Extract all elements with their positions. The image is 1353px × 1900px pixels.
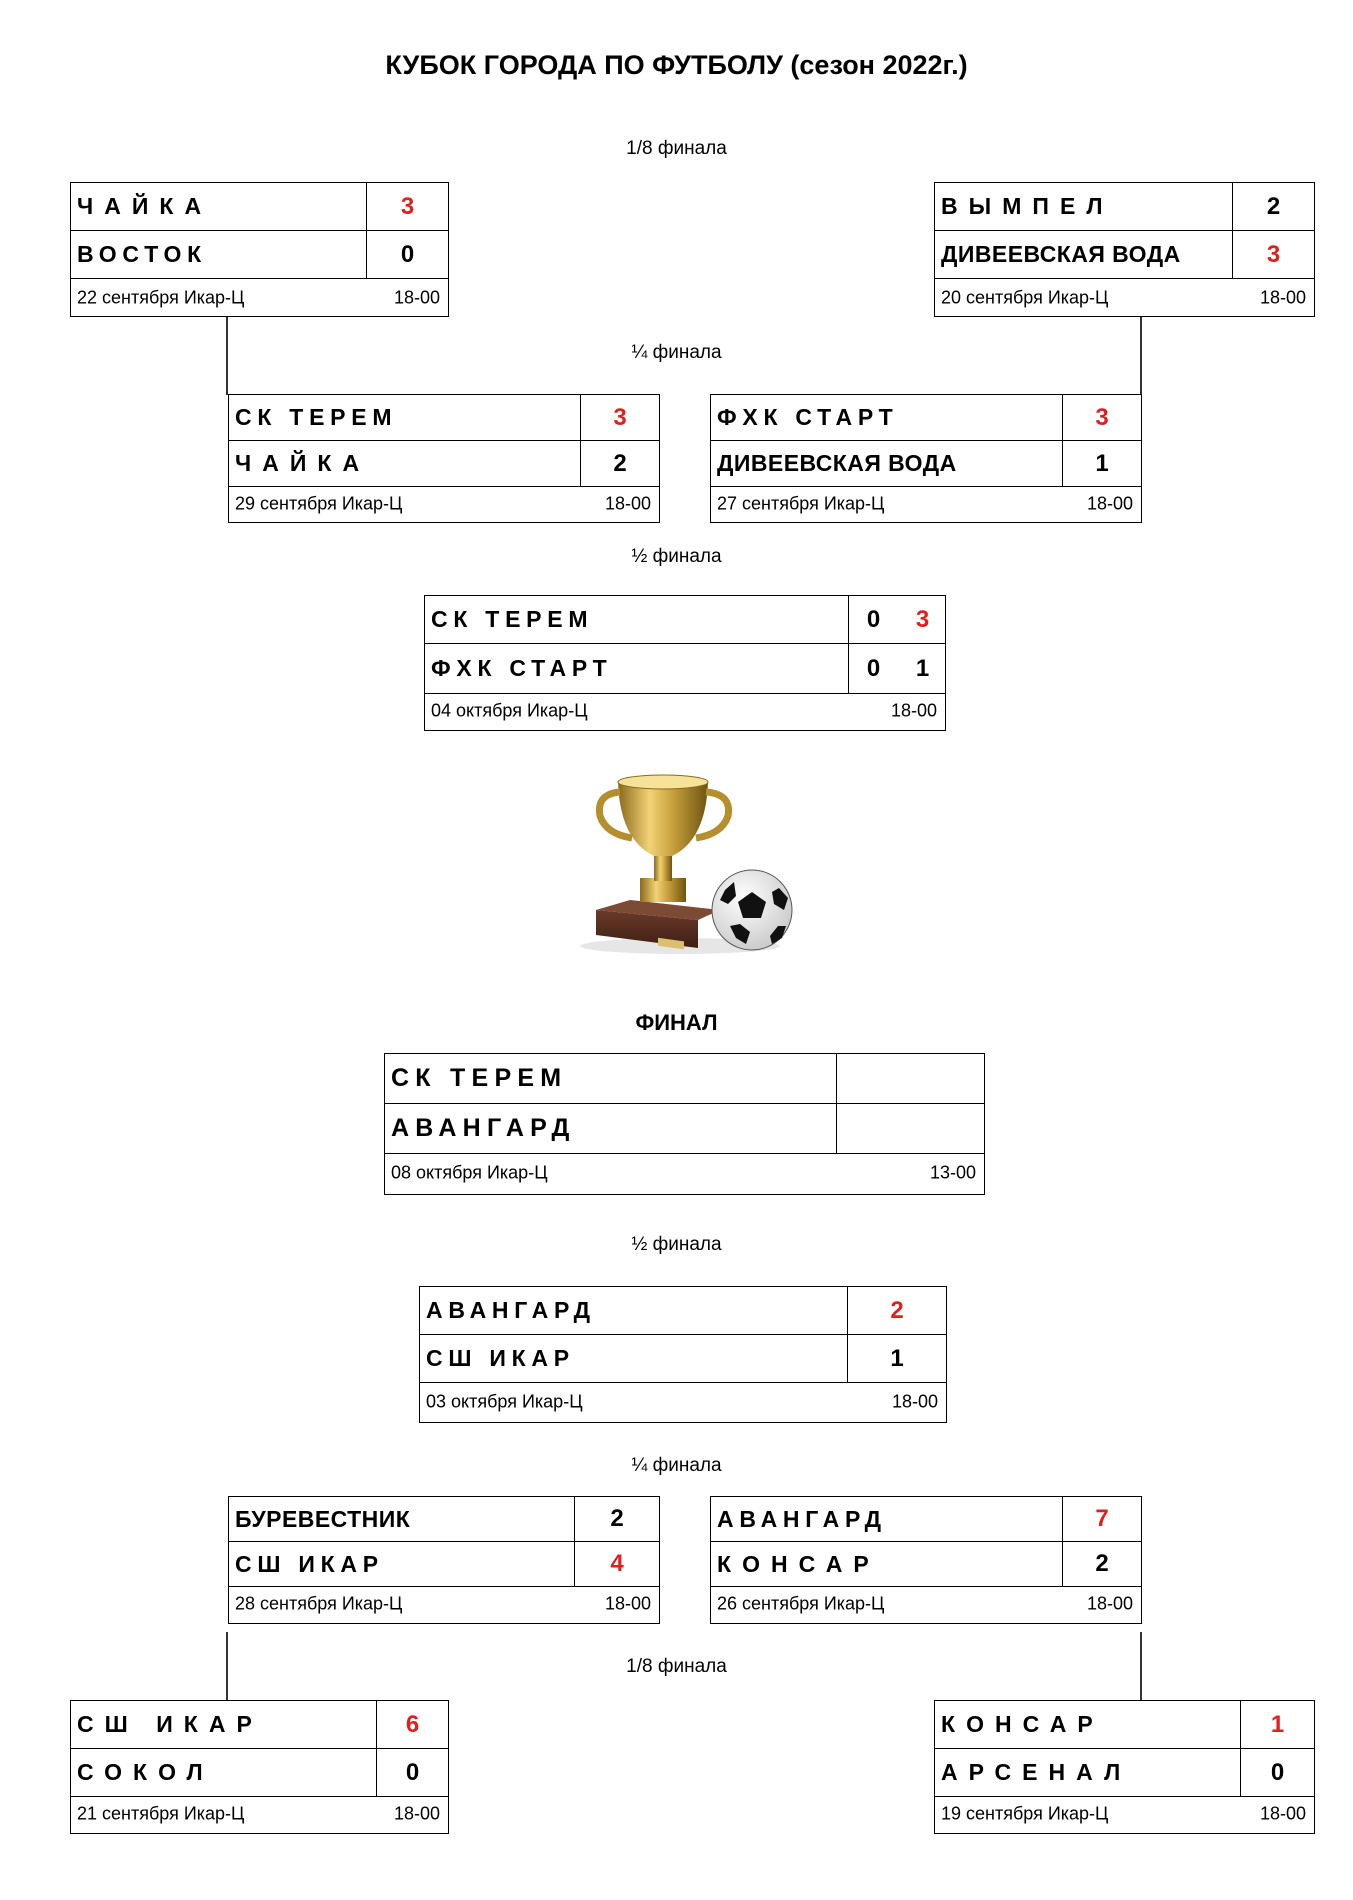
match-time: 18-00 — [1086, 493, 1133, 513]
match-time: 18-00 — [1259, 287, 1306, 307]
team-name: СШ ИКАР — [71, 1701, 377, 1748]
match-time: 18-00 — [890, 700, 937, 721]
match-card-semifinal-top — [424, 595, 946, 731]
team-score-empty — [837, 1104, 984, 1153]
team-score: 2 — [613, 449, 627, 477]
trophy-with-football-icon — [560, 760, 800, 960]
match-date-venue: 22 сентября Икар-Ц — [77, 287, 245, 307]
match-date-venue: 27 сентября Икар-Ц — [717, 493, 885, 513]
match-date-venue: 19 сентября Икар-Ц — [941, 1803, 1109, 1824]
team-name: БУРЕВЕСТНИК — [229, 1497, 575, 1541]
team-name: АВАНГАРД — [711, 1497, 1063, 1541]
team-score-leg2: 1 — [915, 654, 930, 682]
team-name: СК ТЕРЕМ — [229, 395, 581, 440]
team-score: 1 — [1270, 1710, 1285, 1738]
match-time: 18-00 — [1259, 1803, 1306, 1824]
match-time: 18-00 — [891, 1391, 938, 1411]
match-date-venue: 21 сентября Икар-Ц — [77, 1803, 245, 1824]
match-card-konsar-arsenal — [934, 1700, 1315, 1834]
match-card-start-diveevskaya — [710, 394, 1142, 523]
team-name: АРСЕНАЛ — [935, 1749, 1241, 1796]
team-score: 7 — [1095, 1505, 1109, 1532]
match-date-venue: 08 октября Икар-Ц — [391, 1162, 548, 1183]
team-name: АВАНГАРД — [385, 1104, 837, 1153]
match-card-ikar-sokol — [70, 1700, 449, 1834]
page-title: КУБОК ГОРОДА ПО ФУТБОЛУ (сезон 2022г.) — [385, 50, 968, 80]
team-score: 4 — [610, 1550, 624, 1577]
team-name: ВЫМПЕЛ — [935, 183, 1233, 230]
team-name: КОНСАР — [935, 1701, 1241, 1748]
match-date-venue: 26 сентября Икар-Ц — [717, 1593, 885, 1614]
stage-label-r16-bottom: 1/8 финала — [626, 1656, 727, 1677]
team-score: 3 — [1095, 403, 1109, 431]
team-score: 2 — [1095, 1550, 1109, 1577]
team-score: 0 — [405, 1758, 420, 1786]
team-name: СШ ИКАР — [229, 1542, 575, 1586]
team-score-empty — [837, 1054, 984, 1103]
team-score: 0 — [1270, 1758, 1285, 1786]
team-name: СК ТЕРЕМ — [425, 596, 849, 643]
match-card-final — [384, 1053, 985, 1195]
stage-label-r16-top: 1/8 финала — [626, 138, 727, 159]
team-name: ДИВЕЕВСКАЯ ВОДА — [711, 441, 1063, 486]
stage-label-final: ФИНАЛ — [635, 1010, 718, 1035]
team-name: ЧАЙКА — [229, 441, 581, 486]
team-score: 1 — [1095, 449, 1109, 477]
team-score-leg1: 0 — [866, 605, 881, 633]
team-name: СШ ИКАР — [420, 1335, 848, 1382]
match-time: 18-00 — [393, 1803, 440, 1824]
team-name: СК ТЕРЕМ — [385, 1054, 837, 1103]
team-score: 3 — [400, 192, 415, 220]
team-score: 6 — [405, 1710, 420, 1738]
team-name: ВОСТОК — [71, 231, 367, 278]
team-score: 3 — [1266, 240, 1281, 268]
match-time: 13-00 — [929, 1162, 976, 1183]
stage-label-qf-bottom: ¼ финала — [631, 1455, 722, 1476]
match-card-terem-chaika — [228, 394, 660, 523]
match-date-venue: 29 сентября Икар-Ц — [235, 493, 403, 513]
match-card-avangard-konsar — [710, 1496, 1142, 1624]
team-score-leg2: 3 — [915, 605, 930, 633]
match-time: 18-00 — [604, 493, 651, 513]
team-score: 3 — [613, 403, 627, 431]
match-date-venue: 04 октября Икар-Ц — [431, 700, 588, 721]
team-name: АВАНГАРД — [420, 1287, 848, 1334]
match-time: 18-00 — [393, 287, 440, 307]
stage-label-sf-top: ½ финала — [631, 546, 722, 567]
team-name: КОНСАР — [711, 1542, 1063, 1586]
match-time: 18-00 — [604, 1593, 651, 1614]
stage-label-qf-top: ¼ финала — [631, 342, 722, 363]
team-name: ФХК СТАРТ — [711, 395, 1063, 440]
match-card-chaika-vostok — [70, 182, 449, 317]
match-date-venue: 28 сентября Икар-Ц — [235, 1593, 403, 1614]
team-name: ДИВЕЕВСКАЯ ВОДА — [935, 231, 1233, 278]
match-time: 18-00 — [1086, 1593, 1133, 1614]
team-name: ЧАЙКА — [71, 183, 367, 230]
match-card-vympel-diveevskaya — [934, 182, 1315, 317]
team-score: 2 — [610, 1505, 624, 1532]
team-score: 1 — [890, 1344, 904, 1372]
match-card-burevestnik-ikar — [228, 1496, 660, 1624]
match-date-venue: 20 сентября Икар-Ц — [941, 287, 1109, 307]
team-score: 2 — [890, 1296, 904, 1324]
team-score-leg1: 0 — [866, 654, 881, 682]
team-score: 0 — [400, 240, 415, 268]
stage-label-sf-bottom: ½ финала — [631, 1234, 722, 1255]
team-score: 2 — [1266, 192, 1281, 220]
match-card-semifinal-bottom — [419, 1286, 947, 1423]
team-name: ФХК СТАРТ — [425, 644, 849, 693]
team-name: СОКОЛ — [71, 1749, 377, 1796]
match-date-venue: 03 октября Икар-Ц — [426, 1391, 583, 1411]
